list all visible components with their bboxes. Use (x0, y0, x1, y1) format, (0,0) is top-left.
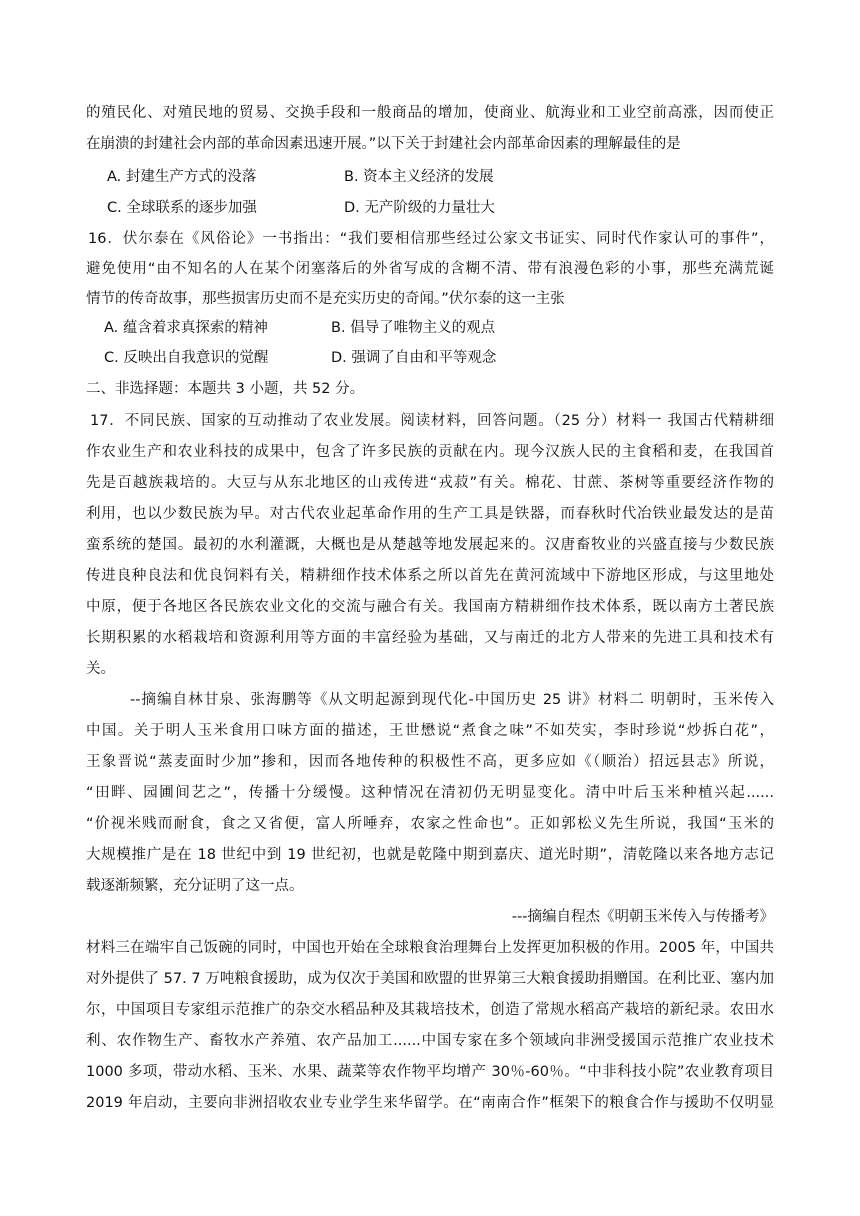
q17-material3-line-4: 利、农作物生产、畜牧水产养殖、农产品加工......中国专家在多个领域向非洲受援国示范推广农业技术 (86, 1033, 774, 1049)
q16-option-a: A. 蕴含着求真探索的精神 (104, 320, 268, 336)
q17-material2-line-6: 大规模推广是在 18 世纪中到 19 世纪初，也就是乾隆中期到嘉庆、道光时期”，清乾隆以来各地方志记 (86, 847, 774, 863)
q16-option-c: C. 反映出自我意识的觉醒 (104, 350, 269, 366)
q16-option-b: B. 倡导了唯物主义的观点 (331, 320, 496, 336)
q17-material2-source: ---摘编自程杰《明朝玉米传入与传播考》 (511, 909, 774, 925)
q17-material1-line-7: 中原，便于各地区各民族农业文化的交流与融合有关。我国南方精耕细作技术体系，既以南方土著民族 (86, 599, 774, 615)
q16-stem-line-3: 情节的传奇故事，那些损害历史而不是充实历史的奇闻。”伏尔泰的这一主张 (86, 291, 565, 307)
q15-option-c: C. 全球联系的逐步加强 (107, 200, 257, 216)
q15-stem-line-1: 的殖民化、对殖民地的贸易、交换手段和一般商品的增加，使商业、航海业和工业空前高涨，因而使正 (86, 105, 774, 121)
q17-material1-line-5: 蛮系统的楚国。最初的水利灌溉，大概也是从楚越等地发展起来的。汉唐畜牧业的兴盛直接与少数民族 (86, 537, 774, 553)
q17-material2-line-5: “价视米贱而耐食，食之又省便，富人所唾弃，农家之性命也”。正如郭松义先生所说，我国“玉米的 (86, 816, 774, 832)
q17-material3-line-6: 2019 年启动，主要向非洲招收农业专业学生来华留学。在“南南合作”框架下的粮食合作与援助不仅明显 (86, 1095, 774, 1111)
q17-material2-line-3: 王象晋说“蒸麦面时少加”掺和，因而各地传种的积极性不高，更多应如《（顺治）招远县志》所说， (86, 754, 774, 770)
q16-stem-line-1: 16．伏尔泰在《风俗论》一书指出：“我们要相信那些经过公家文书证实、同时代作家认可的事件”， (88, 231, 774, 247)
q15-option-d: D. 无产阶级的力量壮大 (344, 200, 495, 216)
q17-material2-line-1: --摘编自林甘泉、张海鹏等《从文明起源到现代化-中国历史 25 讲》材料二 明朝时，玉米传入 (130, 692, 774, 708)
q17-material1-line-8: 长期积累的水稻栽培和资源利用等方面的丰富经验为基础，又与南迁的北方人带来的先进工具和技术有 (86, 630, 774, 646)
q17-material3-line-3: 尔，中国项目专家组示范推广的杂交水稻品种及其栽培技术，创造了常规水稻高产栽培的新纪录。农田水 (86, 1002, 774, 1018)
q17-material3-line-2: 对外提供了 57. 7 万吨粮食援助，成为仅次于美国和欧盟的世界第三大粮食援助捐赠国。在利比亚、塞内加 (86, 971, 774, 987)
q17-material2-line-2: 中国。关于明人玉米食用口味方面的描述，王世懋说“煮食之味”不如芡实，李时珍说“炒拆白花”， (86, 723, 774, 739)
q17-material1-line-3: 先是百越族栽培的。大豆与从东北地区的山戎传进“戎菽”有关。棉花、甘蔗、茶树等重要经济作物的 (86, 475, 774, 491)
q17-material2-line-4: “田畔、园圃间艺之”，传播十分缓慢。这种情况在清初仍无明显变化。清中叶后玉米种植兴起...... (86, 785, 774, 801)
section-heading: 二、非选择题：本题共 3 小题，共 52 分。 (86, 381, 365, 397)
q17-material3-line-5: 1000 多项，带动水稻、玉米、水果、蔬菜等农作物平均增产 30％-60％。“中非科技小院”农业教育项目 (86, 1064, 774, 1080)
q17-material1-line-6: 传进良种良法和优良饲料有关，精耕细作技术体系之所以首先在黄河流域中下游地区形成，与这里地处 (86, 568, 774, 584)
q17-material2-line-7: 载逐渐频繁，充分证明了这一点。 (86, 878, 304, 894)
q17-material1-line-2: 作农业生产和农业科技的成果中，包含了许多民族的贡献在内。现今汉族人民的主食稻和麦，在我国首 (86, 444, 774, 460)
q15-option-a: A. 封建生产方式的没落 (107, 169, 257, 185)
q16-stem-line-2: 避免使用“由不知名的人在某个闭塞落后的外省写成的含糊不清、带有浪漫色彩的小事，那些充满荒诞 (86, 261, 774, 277)
q15-stem-line-2: 在崩溃的封建社会内部的革命因素迅速开展。”以下关于封建社会内部革命因素的理解最佳的是 (86, 136, 681, 152)
q16-option-d: D. 强调了自由和平等观念 (331, 350, 497, 366)
q17-material1-line-1: 17．不同民族、国家的互动推动了农业发展。阅读材料，回答问题。（25 分）材料一 我国古代精耕细 (90, 413, 774, 429)
q17-material1-line-4: 利用，也以少数民族为早。对古代农业起革命作用的生产工具是铁器，而春秋时代冶铁业最发达的是苗 (86, 506, 774, 522)
q15-option-b: B. 资本主义经济的发展 (344, 169, 494, 185)
q17-material3-line-1: 材料三在端牢自己饭碗的同时，中国也开始在全球粮食治理舞台上发挥更加积极的作用。2005 年，中国共 (86, 940, 774, 956)
q17-material1-line-9: 关。 (86, 661, 115, 677)
